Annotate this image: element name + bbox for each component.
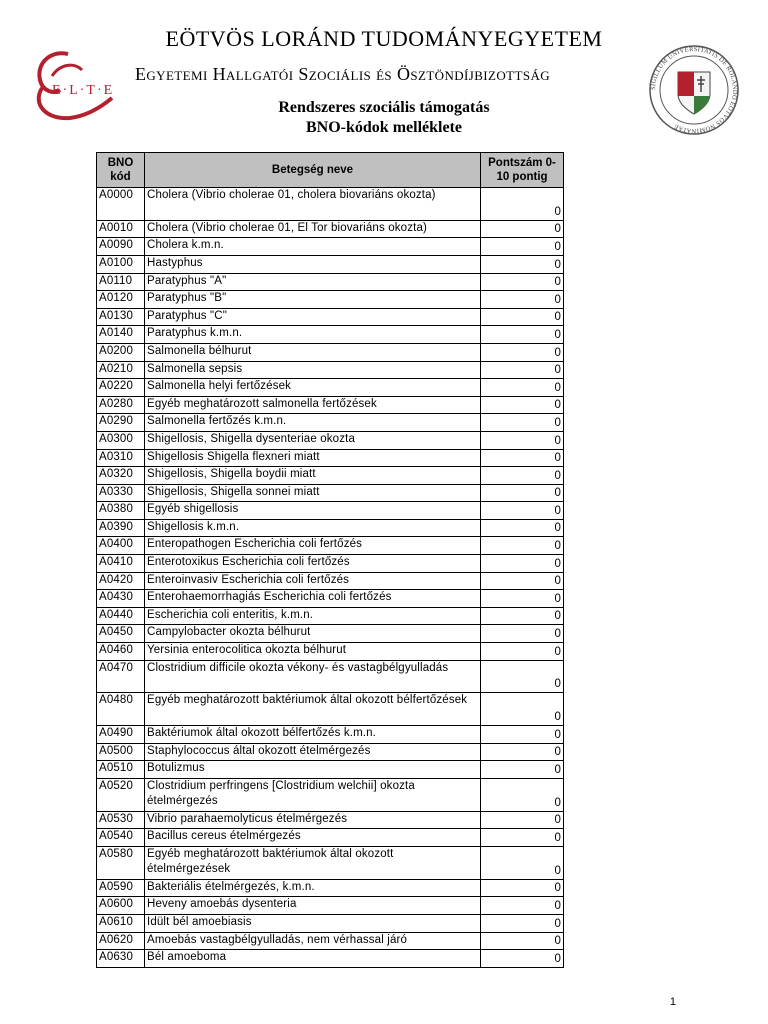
name-cell: Enteropathogen Escherichia coli fertőzés [145,537,481,555]
points-cell: 0 [481,431,564,449]
points-cell: 0 [481,643,564,661]
points-cell: 0 [481,811,564,829]
code-cell: A0580 [97,847,145,880]
points-cell: 0 [481,537,564,555]
code-cell: A0100 [97,255,145,273]
table-row [97,572,564,590]
code-cell: A0620 [97,932,145,950]
code-cell: A0400 [97,537,145,555]
name-cell: Heveny amoebás dysenteria [145,897,481,915]
name-cell: Escherichia coli enteritis, k.m.n. [145,607,481,625]
table-row [97,467,564,485]
code-cell: A0500 [97,743,145,761]
points-cell: 0 [481,829,564,847]
name-cell: Hastyphus [145,255,481,273]
name-cell: Campylobacter okozta bélhurut [145,625,481,643]
points-cell: 0 [481,396,564,414]
table-row [97,449,564,467]
code-cell: A0210 [97,361,145,379]
code-cell: A0090 [97,238,145,256]
table-row [97,484,564,502]
points-cell: 0 [481,519,564,537]
logo-text: E·L·T·E [52,83,115,98]
name-cell: Egyéb shigellosis [145,502,481,520]
name-cell: Egyéb meghatározott baktériumok által okozott ételmérgezések [145,847,481,880]
table-row [97,537,564,555]
table-row [97,220,564,238]
table-row [97,879,564,897]
name-cell: Clostridium perfringens [Clostridium welchii] okozta ételmérgezés [145,779,481,812]
table-row [97,625,564,643]
name-cell: Salmonella helyi fertőzések [145,379,481,397]
code-cell: A0540 [97,829,145,847]
table-row [97,726,564,744]
bno-code-table [96,152,564,968]
table-row [97,932,564,950]
code-cell: A0310 [97,449,145,467]
code-cell: A0390 [97,519,145,537]
name-cell: Botulizmus [145,761,481,779]
document-title [0,98,768,138]
table-row [97,326,564,344]
points-cell: 0 [481,847,564,880]
code-cell: A0280 [97,396,145,414]
name-cell: Cholera k.m.n. [145,238,481,256]
name-cell: Amoebás vastagbélgyulladás, nem vérhassal járó [145,932,481,950]
points-cell: 0 [481,361,564,379]
code-cell: A0380 [97,502,145,520]
code-cell: A0000 [97,188,145,221]
name-cell: Baktériumok által okozott bélfertőzés k.m.n. [145,726,481,744]
name-cell: Enterohaemorrhagiás Escherichia coli fertőzés [145,590,481,608]
points-cell: 0 [481,326,564,344]
code-cell: A0130 [97,308,145,326]
code-cell: A0110 [97,273,145,291]
code-cell: A0120 [97,291,145,309]
table-row [97,914,564,932]
code-cell: A0510 [97,761,145,779]
table-header-row [97,153,564,188]
code-cell: A0470 [97,660,145,693]
name-cell: Clostridium difficile okozta vékony- és vastagbélgyulladás [145,660,481,693]
code-cell: A0520 [97,779,145,812]
points-cell: 0 [481,761,564,779]
table-row [97,343,564,361]
code-cell: A0460 [97,643,145,661]
table-row [97,519,564,537]
seal-shield-red [678,72,694,96]
table-row [97,847,564,880]
code-cell: A0290 [97,414,145,432]
code-cell: A0010 [97,220,145,238]
table-row [97,829,564,847]
code-cell: A0320 [97,467,145,485]
page-number: 1 [669,996,676,1008]
code-cell: A0530 [97,811,145,829]
header-points: Pontszám 0-10 pontig [481,153,564,188]
table-row [97,555,564,573]
name-cell: Shigellosis, Shigella dysenteriae okozta [145,431,481,449]
code-cell: A0420 [97,572,145,590]
name-cell: Egyéb meghatározott salmonella fertőzések [145,396,481,414]
table-row [97,273,564,291]
table-row [97,590,564,608]
code-cell: A0630 [97,950,145,968]
points-cell: 0 [481,449,564,467]
name-cell: Shigellosis Shigella flexneri miatt [145,449,481,467]
points-cell: 0 [481,467,564,485]
code-cell: A0220 [97,379,145,397]
table-row [97,431,564,449]
name-cell: Bakteriális ételmérgezés, k.m.n. [145,879,481,897]
name-cell: Yersinia enterocolitica okozta bélhurut [145,643,481,661]
code-cell: A0430 [97,590,145,608]
points-cell: 0 [481,897,564,915]
name-cell: Salmonella sepsis [145,361,481,379]
code-cell: A0480 [97,693,145,726]
code-cell: A0610 [97,914,145,932]
name-cell: Enterotoxikus Escherichia coli fertőzés [145,555,481,573]
logo-swoosh-inner [52,65,82,76]
points-cell: 0 [481,693,564,726]
header-name: Betegség neve [145,153,481,188]
table-row [97,743,564,761]
name-cell: Salmonella fertőzés k.m.n. [145,414,481,432]
name-cell: Salmonella bélhurut [145,343,481,361]
table-row [97,502,564,520]
table-row [97,255,564,273]
table-row [97,238,564,256]
points-cell: 0 [481,502,564,520]
points-cell: 0 [481,555,564,573]
name-cell: Cholera (Vibrio cholerae 01, cholera biovariáns okozta) [145,188,481,221]
name-cell: Staphylococcus által okozott ételmérgezés [145,743,481,761]
name-cell: Shigellosis k.m.n. [145,519,481,537]
points-cell: 0 [481,188,564,221]
points-cell: 0 [481,914,564,932]
name-cell: Egyéb meghatározott baktériumok által okozott bélfertőzések [145,693,481,726]
points-cell: 0 [481,291,564,309]
points-cell: 0 [481,379,564,397]
name-cell: Enteroinvasiv Escherichia coli fertőzés [145,572,481,590]
points-cell: 0 [481,779,564,812]
points-cell: 0 [481,255,564,273]
name-cell: Shigellosis, Shigella sonnei miatt [145,484,481,502]
code-cell: A0410 [97,555,145,573]
points-cell: 0 [481,220,564,238]
points-cell: 0 [481,932,564,950]
seal-text: SIGILLUM UNIVERSITATIS DE ROLANDO EÖTVÖS NOMINATAE [649,45,739,135]
name-cell: Bacillus cereus ételmérgezés [145,829,481,847]
name-cell: Vibrio parahaemolyticus ételmérgezés [145,811,481,829]
code-cell: A0440 [97,607,145,625]
name-cell: Bél amoeboma [145,950,481,968]
points-cell: 0 [481,590,564,608]
name-cell: Paratyphus k.m.n. [145,326,481,344]
code-cell: A0590 [97,879,145,897]
committee-name: Egyetemi Hallgatói Szociális és Ösztöndíjbizottság [135,64,551,84]
table-row [97,643,564,661]
table-row [97,950,564,968]
university-name: EÖTVÖS LORÁND TUDOMÁNYEGYETEM [165,26,603,51]
name-cell: Cholera (Vibrio cholerae 01, El Tor biovariáns okozta) [145,220,481,238]
name-cell: Shigellosis, Shigella boydii miatt [145,467,481,485]
name-cell: Idült bél amoebiasis [145,914,481,932]
code-cell: A0300 [97,431,145,449]
points-cell: 0 [481,238,564,256]
table-row [97,396,564,414]
name-cell: Paratyphus "B" [145,291,481,309]
points-cell: 0 [481,414,564,432]
points-cell: 0 [481,607,564,625]
table-row [97,379,564,397]
points-cell: 0 [481,726,564,744]
points-cell: 0 [481,743,564,761]
document-title-line2: BNO-kódok melléklete [306,119,462,136]
table-row [97,607,564,625]
code-cell: A0600 [97,897,145,915]
document-title-line1: Rendszeres szociális támogatás [278,99,490,116]
points-cell: 0 [481,572,564,590]
points-cell: 0 [481,273,564,291]
table-row [97,414,564,432]
code-cell: A0200 [97,343,145,361]
name-cell: Paratyphus "C" [145,308,481,326]
table-row [97,291,564,309]
points-cell: 0 [481,625,564,643]
table-row [97,811,564,829]
points-cell: 0 [481,308,564,326]
points-cell: 0 [481,879,564,897]
table-row [97,188,564,221]
table-row [97,693,564,726]
points-cell: 0 [481,660,564,693]
code-cell: A0330 [97,484,145,502]
points-cell: 0 [481,484,564,502]
table-row [97,308,564,326]
points-cell: 0 [481,343,564,361]
points-cell: 0 [481,950,564,968]
table-row [97,361,564,379]
header-code: BNO kód [97,153,145,188]
code-cell: A0490 [97,726,145,744]
table-row [97,779,564,812]
table-row [97,897,564,915]
name-cell: Paratyphus "A" [145,273,481,291]
table-row [97,761,564,779]
table-row [97,660,564,693]
code-cell: A0450 [97,625,145,643]
code-cell: A0140 [97,326,145,344]
